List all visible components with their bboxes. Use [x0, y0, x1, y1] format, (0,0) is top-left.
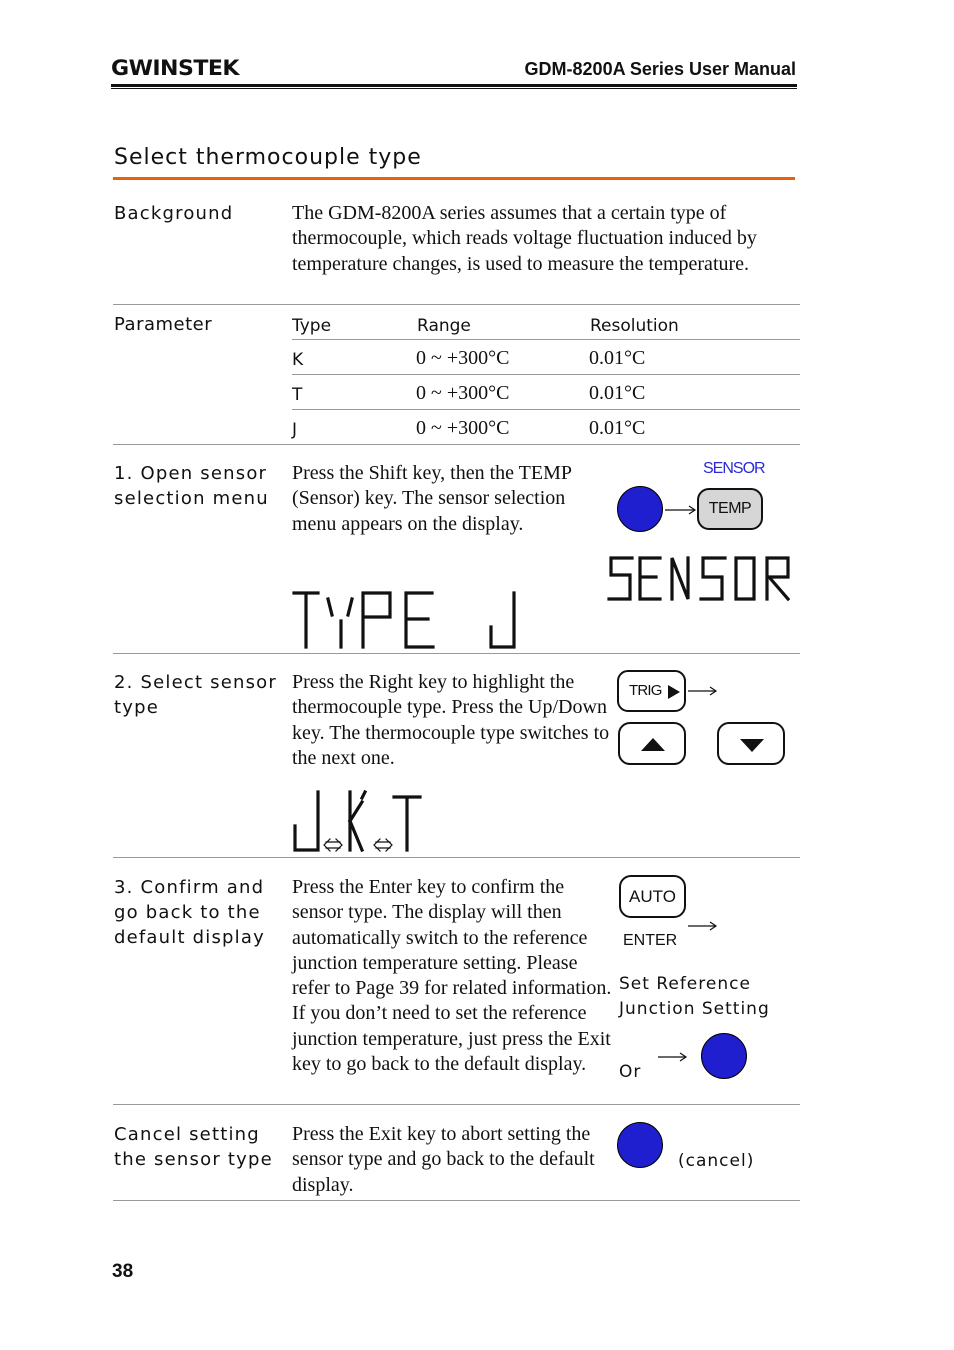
- table-cell-range: 0 ~ +300°C: [416, 382, 510, 404]
- table-cell-type: K: [292, 350, 304, 370]
- auto-enter-key[interactable]: [619, 875, 686, 918]
- exit-key[interactable]: [701, 1033, 747, 1079]
- section-title: Select thermocouple type: [114, 145, 422, 170]
- lcd-display-sensor: [600, 548, 800, 608]
- brand-logo: [111, 56, 239, 80]
- header-rule-thin: [111, 88, 797, 89]
- lcd-display-type-cycle: [286, 788, 436, 858]
- section-title-rule: [113, 177, 795, 180]
- cancel-note: (cancel): [678, 1151, 755, 1171]
- exit-key-cancel[interactable]: [617, 1122, 663, 1168]
- table-cell-range: 0 ~ +300°C: [416, 347, 510, 369]
- enter-key-sublabel: ENTER: [623, 932, 678, 949]
- header-rule: [111, 84, 797, 87]
- up-key[interactable]: [618, 722, 686, 765]
- cancel-label: Cancel setting the sensor type: [114, 1124, 273, 1170]
- shift-key[interactable]: [617, 486, 663, 532]
- page-number: 38: [112, 1261, 134, 1282]
- parameter-label: Parameter: [114, 314, 213, 335]
- background-label: Background: [114, 203, 234, 224]
- arrow-right-icon: [664, 503, 698, 517]
- table-rule: [292, 339, 800, 340]
- brand-logo-text: GWINSTEK: [111, 56, 239, 80]
- step1-text: Press the Shift key, then the TEMP (Sensor) key. The sensor selection menu appears on the display.: [292, 462, 572, 535]
- step1-label: 1. Open sensor selection menu: [114, 463, 269, 509]
- background-text: The GDM-8200A series assumes that a certain type of thermocouple, which reads voltage fluctuation induced by temperature changes, is used to measure the temperature.: [292, 202, 757, 275]
- table-header-type: Type: [292, 316, 332, 336]
- sensor-caption: SENSOR: [703, 460, 765, 477]
- row-divider: [113, 857, 800, 858]
- table-cell-resolution: 0.01°C: [589, 382, 646, 404]
- table-rule: [292, 374, 800, 375]
- table-cell-range: 0 ~ +300°C: [416, 417, 510, 439]
- trig-right-key[interactable]: [617, 670, 686, 712]
- down-key[interactable]: [717, 722, 785, 765]
- step2-label: 2. Select sensor type: [114, 672, 277, 718]
- cancel-text: Press the Exit key to abort setting the sensor type and go back to the default display.: [292, 1123, 595, 1196]
- table-cell-type: T: [292, 385, 303, 405]
- arrow-right-icon: [687, 684, 719, 698]
- table-cell-type: J: [292, 420, 298, 440]
- step3-label: 3. Confirm and go back to the default display: [114, 877, 265, 948]
- arrow-right-icon: [687, 919, 719, 933]
- temp-key[interactable]: [697, 488, 763, 530]
- row-divider: [113, 444, 800, 445]
- table-header-range: Range: [417, 316, 471, 336]
- lcd-display-type-j: [286, 585, 526, 655]
- play-right-icon: [667, 684, 681, 700]
- row-divider: [113, 304, 800, 305]
- table-rule: [292, 409, 800, 410]
- row-divider: [113, 1104, 800, 1105]
- auto-key-label: AUTO: [629, 887, 676, 906]
- table-cell-resolution: 0.01°C: [589, 417, 646, 439]
- step2-text: Press the Right key to highlight the thermocouple type. Press the Up/Down key. The thermocouple type switches to the next one.: [292, 671, 610, 769]
- arrow-right-icon: [657, 1050, 689, 1064]
- temp-key-label: TEMP: [708, 500, 752, 517]
- table-cell-resolution: 0.01°C: [589, 347, 646, 369]
- manual-title: GDM-8200A Series User Manual: [524, 59, 796, 79]
- set-reference-caption: Set Reference Junction Setting: [619, 974, 770, 1019]
- row-divider: [113, 653, 800, 654]
- step3-text: Press the Enter key to confirm the sensor type. The display will then automatically switch to the reference junction temperature setting. Please refer to Page 39 for related information. If you don’t need to set the reference junction temperature, just press the Exit key to go back to the default display.: [292, 876, 612, 1076]
- or-label: Or: [619, 1062, 642, 1082]
- triangle-up-icon: [640, 737, 666, 752]
- triangle-down-icon: [739, 738, 765, 753]
- trig-key-label: TRIG: [629, 682, 662, 699]
- row-divider: [113, 1200, 800, 1201]
- table-header-resolution: Resolution: [590, 316, 679, 336]
